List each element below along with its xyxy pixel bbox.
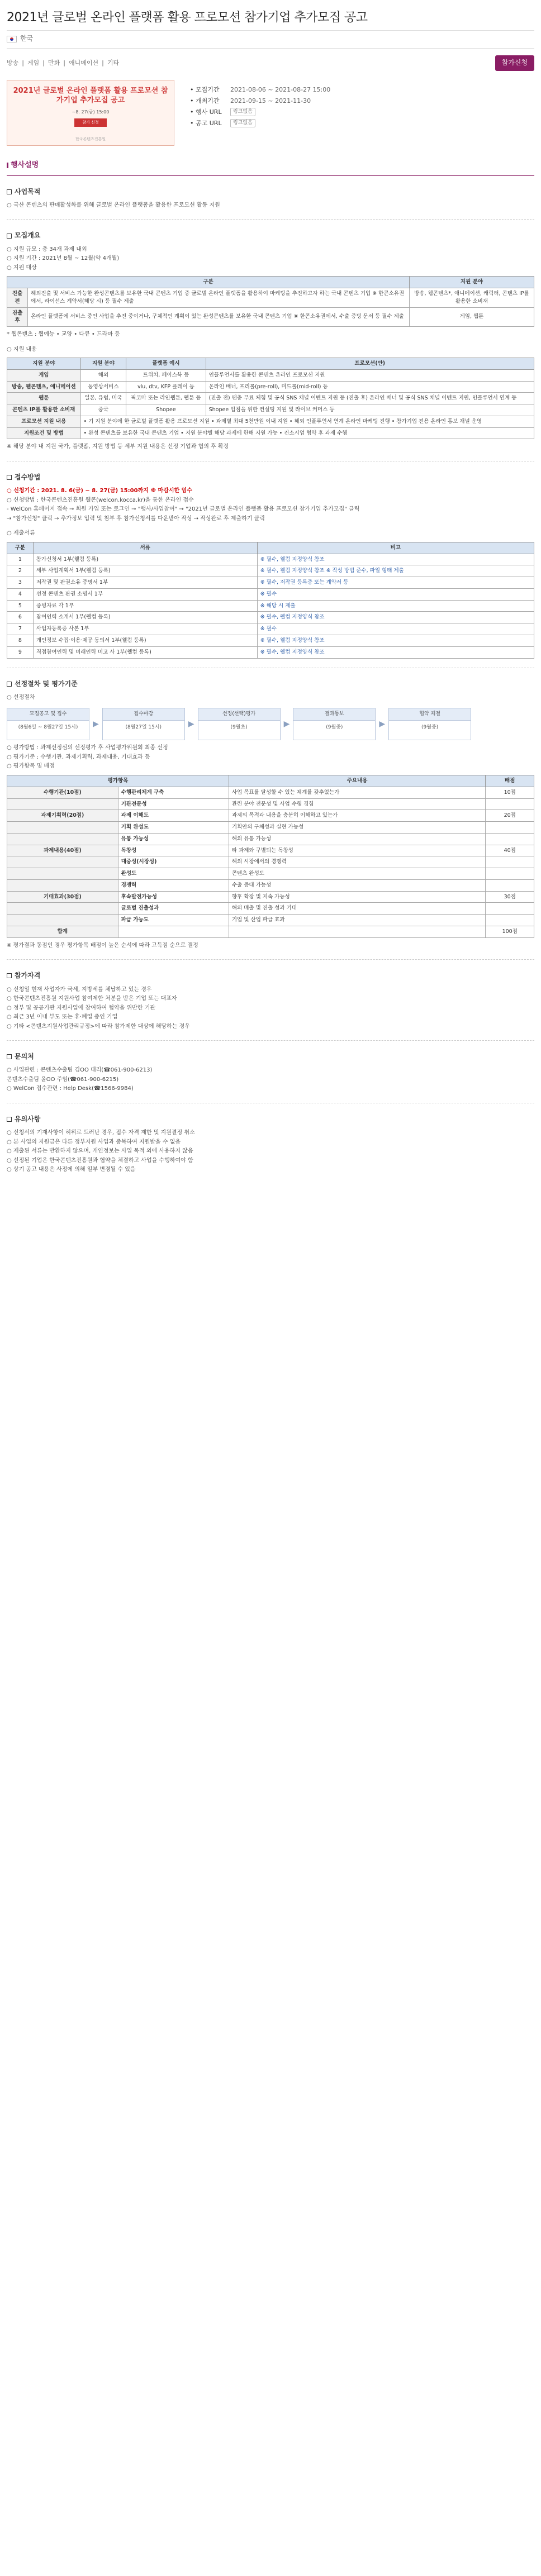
event-meta: [190, 80, 534, 146]
target-header: 지원 분야: [409, 277, 534, 288]
region-label: 한국: [20, 34, 34, 42]
restrict-item: ○ 최근 3년 이내 부도 또는 휴·폐업 중인 기업: [7, 1014, 118, 1021]
table-cell: 관련 분야 전문성 및 사업 수행 경험: [229, 798, 486, 810]
flow-step-title: 접수마감: [103, 708, 184, 721]
notice-item: ○ 신청서의 기재사항이 허위로 드러난 경우, 접수 자격 제한 및 지원결정 취소: [7, 1130, 195, 1136]
tag-separator: |: [102, 59, 104, 66]
table-cell: 20점: [486, 810, 534, 822]
table-cell: [486, 856, 534, 868]
table-row: [7, 416, 534, 427]
table-cell: 증빙자료 각 1부: [33, 600, 257, 612]
tag-4[interactable]: 기타: [107, 59, 120, 66]
table-cell: 해외: [80, 369, 126, 381]
method-item: ○ 신청방법 : 한국콘텐츠진흥원 웰콘(welcon.kocca.kr)을 통한 온라인 접수: [7, 497, 194, 503]
target-table: [7, 276, 534, 327]
restrict-item: ○ 신청일 현재 사업자가 국세, 지방세를 체납하고 있는 경우: [7, 986, 152, 993]
contact-item: ○ WelCon 접수관련 : Help Desk(☎1566-9984): [7, 1085, 134, 1092]
url-chip[interactable]: 링크없음: [230, 108, 255, 116]
table-row: [7, 879, 534, 891]
table-row: [7, 565, 534, 577]
page-title: 2021년 글로벌 온라인 플랫폼 활용 프로모션 참가기업 추가모집 공고: [7, 11, 368, 25]
table-cell: 진출 전: [7, 288, 28, 308]
contact-list: [7, 1066, 534, 1094]
meta-row: [190, 84, 534, 96]
docs-header: 비고: [257, 542, 534, 554]
table-cell: 3: [7, 577, 34, 589]
table-cell: [7, 903, 118, 915]
table-row: [7, 427, 534, 439]
table-cell: 과제의 목적과 내용을 충분히 이해하고 있는가: [229, 810, 486, 822]
table-row: [7, 369, 534, 381]
arrow-right-icon: ▶: [188, 720, 194, 729]
table-cell: 기대효과(30점): [7, 891, 118, 903]
tag-3[interactable]: 애니메이션: [68, 59, 99, 66]
poster-title: 2021년 글로벌 온라인 플랫폼 활용 프로모션 참가기업 추가모집 공고: [13, 86, 168, 105]
table-row: [7, 787, 534, 798]
table-row: [7, 600, 534, 612]
table-cell: 기획안의 구체성과 실현 가능성: [229, 822, 486, 834]
overview-list: [7, 245, 534, 273]
table-cell: [486, 868, 534, 880]
tag-separator: |: [63, 59, 65, 66]
table-cell: 수출 증대 가능성: [229, 879, 486, 891]
table-cell: 기관전문성: [118, 798, 229, 810]
table-cell: Shopee: [126, 404, 206, 416]
flow-step-title: 협약 체결: [389, 708, 471, 721]
eval-item: ○ 평가기준 : 수행기관, 과제기획력, 과제내용, 기대효과 등: [7, 754, 150, 760]
table-cell: 과제 이해도: [118, 810, 229, 822]
table-cell: 9: [7, 646, 34, 658]
table-cell: 과제기획력(20점): [7, 810, 118, 822]
arrow-right-icon: ▶: [379, 720, 386, 729]
event-poster: [7, 80, 174, 146]
table-row: [7, 588, 534, 600]
page: [0, 0, 541, 1192]
table-row: [7, 623, 534, 635]
table-cell: 사업자등록증 사본 1부: [33, 623, 257, 635]
purpose-heading: 사업목적: [7, 187, 534, 197]
table-row: [7, 307, 534, 327]
meta-value: 2021-09-15 ~ 2021-11-30: [230, 97, 311, 104]
eval-header: 주요내용: [229, 775, 486, 787]
region: [7, 31, 534, 48]
table-cell: 5: [7, 600, 34, 612]
table-cell: [486, 822, 534, 834]
overview-item: ○ 지원 규모 : 총 34개 과제 내외: [7, 246, 87, 253]
support-header: 플랫폼 예시: [126, 358, 206, 370]
table-cell: 온라인 플랫폼에 서비스 중인 사업을 추진 중이거나, 구체적인 계획이 있는 완성콘텐츠를 보유한 국내 콘텐츠 기업 ※ 한콘소유권에서, 수출 증빙 문서 등 필수 제출: [28, 307, 410, 327]
table-cell: 인플루언서를 활용한 콘텐츠 온라인 프로모션 지원: [206, 369, 534, 381]
tag-2[interactable]: 만화: [48, 59, 60, 66]
arrow-right-icon: ▶: [283, 720, 290, 729]
restrict-item: ○ 한국콘텐츠진흥원 지원사업 참여제한 처분을 받은 기업 또는 대표자: [7, 996, 177, 1002]
meta-value: 2021-08-06 ~ 2021-08-27 15:00: [230, 85, 331, 93]
restrict-heading: 참가자격: [7, 971, 534, 980]
support-header: 프로모션(안): [206, 358, 534, 370]
table-cell: 지원조건 및 방법: [7, 427, 81, 439]
table-cell: [486, 833, 534, 845]
table-cell: 타 과제와 구별되는 독창성: [229, 845, 486, 856]
flow-step-title: 결과통보: [293, 708, 375, 721]
support-header: 지원 분야: [80, 358, 126, 370]
table-cell: (진출 전) 팬층 무료 체험 및 공식 SNS 채널 이벤트 지원 등 (진출 후) 온라인 배너 및 공식 SNS 채널 이벤트 지원, 인플루언서 연계 등: [206, 393, 534, 404]
table-cell: 해외 시장에서의 경쟁력: [229, 856, 486, 868]
notice-item: ○ 선정된 기업은 한국콘텐츠진흥원과 협약을 체결하고 사업을 수행하여야 함: [7, 1157, 193, 1164]
table-cell: [7, 833, 118, 845]
table-cell: 합계: [7, 926, 118, 937]
table-cell: ※ 필수, 웰컴 지정양식 참조: [257, 646, 534, 658]
method-heading: 접수방법: [7, 473, 534, 482]
apply-button[interactable]: 참가신청: [495, 55, 534, 70]
flow-step: [388, 708, 471, 740]
table-cell: 기업 및 산업 파급 효과: [229, 915, 486, 926]
restrict-item: ○ 기타 <콘텐츠지원사업관리규정>에 따라 참가제한 대상에 해당하는 경우: [7, 1023, 190, 1030]
eval-table: [7, 775, 534, 938]
method-list: [7, 487, 534, 523]
table-row: [7, 856, 534, 868]
contact-item: ○ 사업관련 : 콘텐츠수출팀 김OO 대리(☎061-900-6213): [7, 1067, 153, 1074]
support-note: ※ 해당 분야 내 지원 국가, 플랫폼, 지원 방법 등 세부 지원 내용은 선정 기업과 협의 후 확정: [7, 444, 229, 450]
table-cell: 콘텐츠 완성도: [229, 868, 486, 880]
table-cell: 참여인력 소개서 1부(웰컴 등록): [33, 612, 257, 623]
table-cell: 10점: [486, 787, 534, 798]
meta-label: • 모집기간: [190, 85, 230, 94]
contact-item: 콘텐츠수출팀 윤OO 주임(☎061-900-6215): [7, 1076, 119, 1083]
table-row: [7, 926, 534, 937]
table-row: [7, 554, 534, 565]
overview-item: ○ 지원 기간 : 2021년 8월 ~ 12월(약 4개월): [7, 255, 120, 262]
eval-heading: 선정절차 및 평가기준: [7, 679, 534, 689]
table-cell: 참가신청서 1부(웰컴 등록): [33, 554, 257, 565]
note-webcontent: * 웹콘텐츠 : 웹예능 • 교양 • 다큐 • 드라마 등: [7, 331, 120, 338]
table-cell: 콘텐츠 IP를 활용한 소비재: [7, 404, 81, 416]
table-row: [7, 833, 534, 845]
table-cell: 100점: [486, 926, 534, 937]
table-cell: 4: [7, 588, 34, 600]
notice-list: [7, 1129, 534, 1175]
table-cell: [229, 926, 486, 937]
table-cell: 수행관리체계 구축: [118, 787, 229, 798]
table-row: [7, 845, 534, 856]
docs-header: 구분: [7, 542, 34, 554]
table-cell: 6: [7, 612, 34, 623]
flow-step: [198, 708, 281, 740]
table-row: [7, 381, 534, 393]
flow-step-date: (9월초): [230, 725, 248, 731]
method-item: ○ 신청기간 : 2021. 8. 6(금) ~ 8. 27(금) 15:00까지 ※ 마감시한 엄수: [7, 488, 192, 494]
flow-step-date: (8월6일 ~ 8월27일 15시): [18, 725, 78, 731]
notice-item: ○ 제출된 서류는 반환하지 않으며, 개인정보는 사업 목적 외에 사용하지 않음: [7, 1148, 193, 1155]
table-cell: [7, 879, 118, 891]
tag-0[interactable]: 방송: [7, 59, 19, 66]
flow-step-title: 선정(선택)평가: [198, 708, 280, 721]
table-cell: 프로모션 지원 내용: [7, 416, 81, 427]
table-cell: 세부 사업계획서 1부(웰컴 등록): [33, 565, 257, 577]
table-cell: 게임: [7, 369, 81, 381]
flow-step-date: (8월27일 15시): [125, 725, 162, 731]
table-row: [7, 915, 534, 926]
table-cell: ※ 필수: [257, 623, 534, 635]
table-row: [7, 798, 534, 810]
flow-step-title: 모집공고 및 접수: [7, 708, 89, 721]
table-cell: [118, 926, 229, 937]
table-cell: 1: [7, 554, 34, 565]
table-cell: ※ 필수, 웰컴 지정양식 참조: [257, 635, 534, 647]
table-cell: ※ 필수, 저작권 등록증 또는 계약서 등: [257, 577, 534, 589]
support-header: 지원 분야: [7, 358, 81, 370]
table-cell: 과제내용(40점): [7, 845, 118, 856]
poster-footer: 한국콘텐츠진흥원: [75, 136, 106, 141]
overview-item: ○ 지원 대상: [7, 264, 37, 271]
table-cell: 40점: [486, 845, 534, 856]
table-row: [7, 903, 534, 915]
table-cell: 유통 가능성: [118, 833, 229, 845]
table-cell: • 완성 콘텐츠를 보유한 국내 콘텐츠 기업 • 지원 분야별 해당 과제에 한해 지원 가능 • 컨소시엄 협약 후 과제 수행: [80, 427, 534, 439]
meta-label: • 행사 URL: [190, 108, 230, 117]
tag-separator: |: [22, 59, 24, 66]
table-cell: 방송, 웹콘텐츠, 애니메이션: [7, 381, 81, 393]
table-cell: ※ 필수: [257, 588, 534, 600]
table-cell: 완성도: [118, 868, 229, 880]
table-cell: • 기 지원 분야에 한 글로벌 플랫폼 활용 프로모션 지원 • 과제별 최대 5천만원 이내 지원 • 해외 인플루언서 연계 온라인 마케팅 진행 • 참가기업 전용 온라인 홍보 채널 운영: [80, 416, 534, 427]
support-table: [7, 358, 534, 439]
section-desc: 행사설명: [7, 154, 534, 176]
meta-row: [190, 107, 534, 118]
table-row: [7, 646, 534, 658]
eval-note: ※ 평가결과 동점인 경우 평가항목 배점이 높은 순서에 따라 고득점 순으로 결정: [7, 942, 198, 949]
method-item: → "참가신청" 클릭 → 추가정보 입력 및 첨부 후 참가신청서를 다운받아 작성 → 작성완료 후 제출하기 클릭: [7, 515, 265, 522]
table-cell: 해외진출 및 서비스 가능한 완성콘텐츠를 보유한 국내 콘텐츠 기업 중 글로벌 온라인 플랫폼을 활용하여 마케팅을 추진하고자 하는 국내 콘텐츠 기업 ※ 한콘소유권에서, 라이선스 계약서(해당 시) 등 필수 제출: [28, 288, 410, 308]
table-cell: 선정 콘텐츠 판권 소명서 1부: [33, 588, 257, 600]
flow-step: [293, 708, 376, 740]
table-row: [7, 577, 534, 589]
event-header: [7, 78, 534, 154]
table-cell: 픽코마 또는 라인웹툰, 웹툰 등: [126, 393, 206, 404]
table-cell: [7, 868, 118, 880]
table-cell: Shopee 입점을 위한 컨설팅 지원 및 라이브 커머스 등: [206, 404, 534, 416]
docs-heading: ○ 제출서류: [7, 530, 35, 537]
flow-step: [7, 708, 89, 740]
table-cell: 7: [7, 623, 34, 635]
table-cell: 웹툰: [7, 393, 81, 404]
table-cell: [486, 903, 534, 915]
table-cell: 30점: [486, 891, 534, 903]
table-row: [7, 635, 534, 647]
table-cell: [7, 856, 118, 868]
table-cell: 2: [7, 565, 34, 577]
table-cell: 해외 유통 가능성: [229, 833, 486, 845]
eval-item: ○ 평가방법 : 과제선정심의 선정평가 후 사업평가위원회 최종 선정: [7, 745, 168, 751]
table-row: [7, 868, 534, 880]
overview-heading: 모집개요: [7, 231, 534, 240]
table-cell: 저작권 및 판권소유 증명서 1부: [33, 577, 257, 589]
support-heading: ○ 지원 내용: [7, 346, 37, 353]
table-cell: 향후 확장 및 지속 가능성: [229, 891, 486, 903]
flow-step: [102, 708, 185, 740]
purpose-text: ○ 국산 콘텐츠의 판매활성화를 위해 글로벌 온라인 플랫폼을 활용한 프로모션 활동 지원: [7, 202, 220, 208]
korea-flag-icon: [7, 36, 17, 42]
meta-label: • 공고 URL: [190, 119, 230, 128]
notice-item: ○ 상기 공고 내용은 사정에 의해 일부 변경될 수 있음: [7, 1166, 136, 1173]
selection-flow: [7, 708, 534, 740]
eval-header: 배점: [486, 775, 534, 787]
table-cell: [486, 798, 534, 810]
docs-header: 서류: [33, 542, 257, 554]
table-cell: 사업 목표를 달성할 수 있는 체계를 갖추었는가: [229, 787, 486, 798]
meta-row: [190, 118, 534, 129]
table-row: [7, 404, 534, 416]
table-cell: 글로벌 진출성과: [118, 903, 229, 915]
eval-list: [7, 744, 534, 772]
arrow-right-icon: ▶: [93, 720, 99, 729]
table-cell: ※ 해당 시 제출: [257, 600, 534, 612]
table-row: [7, 612, 534, 623]
table-cell: 트위치, 페이스북 등: [126, 369, 206, 381]
contact-heading: 문의처: [7, 1052, 534, 1061]
poster-button: 참가 신청: [74, 118, 106, 126]
tag-bar: [7, 49, 534, 77]
table-cell: 온라인 배너, 프리롤(pre-roll), 미드롤(mid-roll) 등: [206, 381, 534, 393]
table-cell: 동영상서비스: [80, 381, 126, 393]
table-cell: ※ 필수, 웰컴 지정양식 참조: [257, 612, 534, 623]
table-cell: ※ 필수, 웰컴 지정양식 참조: [257, 554, 534, 565]
table-cell: 개인정보 수집·이용·제공 동의서 1부(웰컴 등록): [33, 635, 257, 647]
poster-date: ~8. 27(금) 15:00: [72, 109, 110, 115]
table-cell: 게임, 웹툰: [409, 307, 534, 327]
tag-1[interactable]: 게임: [27, 59, 40, 66]
table-cell: [486, 915, 534, 926]
notice-heading: 유의사항: [7, 1115, 534, 1124]
table-cell: 직접참여인력 및 미래인력 미고 사 1부(웰컴 등록): [33, 646, 257, 658]
flow-step-date: (9월중): [421, 725, 439, 731]
procedure-heading: ○ 선정절차: [7, 694, 35, 701]
table-cell: 중국: [80, 404, 126, 416]
table-row: [7, 822, 534, 834]
notice-item: ○ 본 사업의 지원금은 다른 정부지원 사업과 중복하여 지원받을 수 없음: [7, 1139, 181, 1145]
tags: [7, 59, 119, 68]
method-item: - WelCon 홈페이지 접속 → 회원 가입 또는 로그인 → "행사/사업참여" → "2021년 글로벌 온라인 플랫폼 활용 프로모션 참가기업 추가모집" 클릭: [7, 506, 360, 513]
table-cell: 독창성: [118, 845, 229, 856]
table-row: [7, 288, 534, 308]
table-cell: [7, 915, 118, 926]
table-cell: [7, 822, 118, 834]
table-cell: ※ 필수, 웰컴 지정양식 참조 ※ 작성 방법 준수, 파일 형태 제출: [257, 565, 534, 577]
table-cell: 수행기관(10점): [7, 787, 118, 798]
restrict-item: ○ 정부 및 공공기관 지원사업에 참여하여 협약을 위반한 기관: [7, 1004, 155, 1011]
table-cell: [486, 879, 534, 891]
meta-row: [190, 96, 534, 107]
table-cell: [7, 798, 118, 810]
table-cell: 진출 후: [7, 307, 28, 327]
table-cell: vlu, dtv, KFP 플레이 등: [126, 381, 206, 393]
table-cell: 파급 가능도: [118, 915, 229, 926]
restrict-list: [7, 985, 534, 1032]
eval-header: 평가항목: [7, 775, 229, 787]
meta-label: • 개최기간: [190, 97, 230, 106]
target-header: 구분: [7, 277, 410, 288]
table-cell: 8: [7, 635, 34, 647]
table-cell: 방송, 웹콘텐츠*, 애니메이션, 캐릭터, 콘텐츠 IP를 활용한 소비재: [409, 288, 534, 308]
table-cell: 해외 매출 및 진출 성과 기대: [229, 903, 486, 915]
url-chip[interactable]: 링크없음: [230, 119, 255, 127]
table-row: [7, 393, 534, 404]
docs-table: [7, 542, 534, 659]
table-cell: 기획 완성도: [118, 822, 229, 834]
table-cell: 일본, 유럽, 미국: [80, 393, 126, 404]
table-cell: 경쟁력: [118, 879, 229, 891]
tag-separator: |: [42, 59, 45, 66]
table-cell: 후속발전가능성: [118, 891, 229, 903]
table-row: [7, 891, 534, 903]
table-cell: 대중성(시장성): [118, 856, 229, 868]
flow-step-date: (9월중): [326, 725, 343, 731]
eval-item: ○ 평가항목 및 배점: [7, 763, 55, 770]
table-row: [7, 810, 534, 822]
